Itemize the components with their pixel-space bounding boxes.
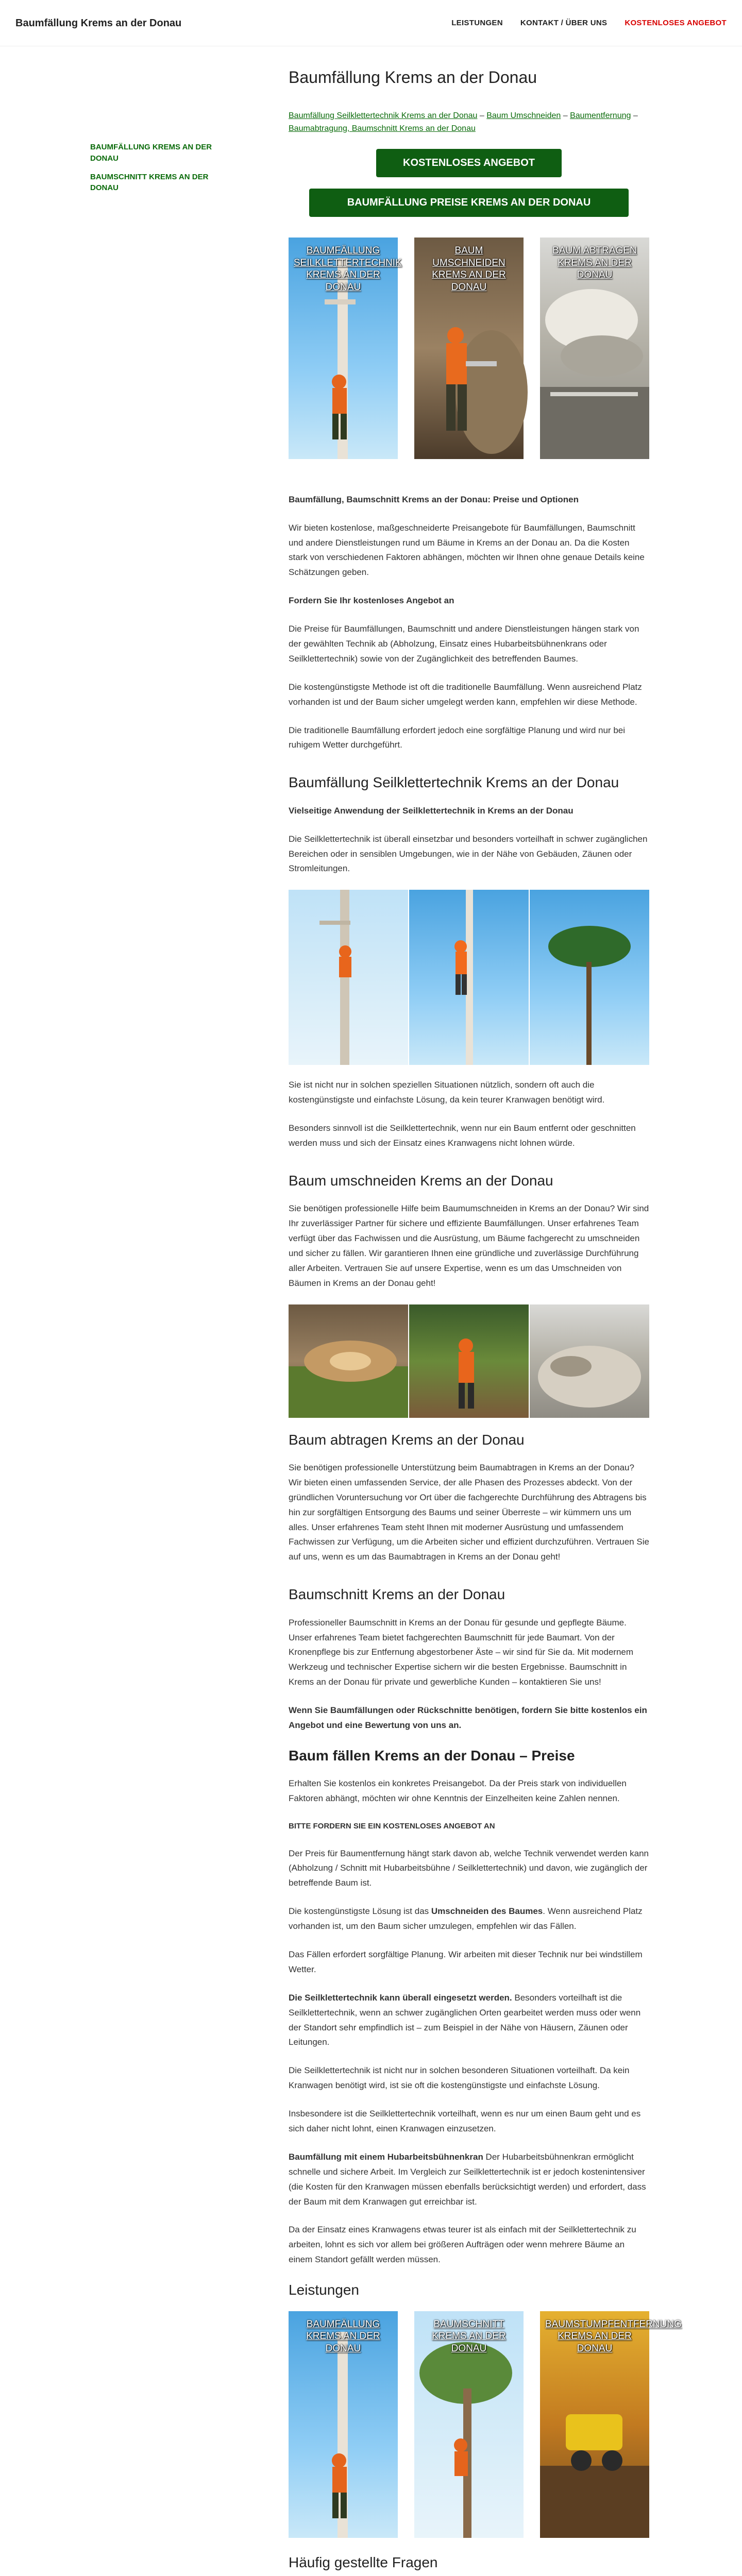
section-paragraph: Sie benötigen professionelle Unterstützung beim Baumabtragen in Krems an der Donau? Wir bieten einen umfassenden Service, der alle Phasen des Prozesses abdeckt. Von der gründlichen Voruntersuchung vor Ort über die fachgerechte Durchführung des Abtragens bis hin zur sorgfältigen Entsorgung des Baums und seiner Überreste – wir kümmern uns um alles. Unser erfahrenes Team steht Ihnen mit moderner Ausrüstung und umfassendem Fachwissen zur Verfügung, um die Arbeiten sicher und effizient durchzuführen. Vertrauen Sie auf uns, wenn es um das Baumabtragen in Krems an der Donau geht!: [289, 1463, 649, 1562]
section-paragraph: Erhalten Sie kostenlos ein konkretes Preisangebot. Da der Preis stark von individuellen Faktoren abhängt, möchten wir ohne Kenntnis der Einzelheiten keine Zahlen nennen.: [289, 1778, 627, 1804]
service-caption: BAUMFÄLLUNG KREMS AN DER DONAU: [306, 2318, 380, 2354]
site-title[interactable]: Baumfällung Krems an der Donau: [15, 17, 182, 29]
section-paragraph: Besonders sinnvoll ist die Seilklettertechnik, wenn nur ein Baum entfernt oder geschnitten werden muss und sich der Einsatz eines Kranwagens nicht lohnen würde.: [289, 1123, 636, 1148]
section-paragraph: Professioneller Baumschnitt in Krems an der Donau für gesunde und gepflegte Bäume. Unser erfahrenes Team bietet fachgerechten Baumschnitt für jede Baumart. Von der Kronenpflege bis zur Entfernung abgestorbener Äste – wir sind für Sie da. Mit modernem Werkzeug und technischer Expertise sichern wir die besten Ergebnisse. Baumschnitt in Krems an der Donau für private und gewerbliche Kunden – kontaktieren Sie uns!: [289, 1617, 634, 1687]
section-title-preise: Baum fällen Krems an der Donau – Preise: [289, 1747, 575, 1764]
nav-kontakt[interactable]: KONTAKT / ÜBER UNS: [520, 18, 608, 27]
section-title-seilklettertechnik: Baumfällung Seilklettertechnik Krems an der Donau: [289, 774, 619, 791]
sidebar-item-baumfaellung[interactable]: BAUMFÄLLUNG KREMS AN DER DONAU: [90, 143, 212, 163]
tree-top-image: [530, 890, 649, 1065]
sidebar-item-baumschnitt[interactable]: BAUMSCHNITT KREMS AN DER DONAU: [90, 172, 209, 193]
tree-climber-image: [289, 890, 408, 1065]
site-header: [0, 0, 742, 46]
offer-button[interactable]: KOSTENLOSES ANGEBOT: [376, 149, 562, 177]
section-paragraph: Die Seilklettertechnik ist nicht nur in solchen besonderen Situationen vorteilhaft. Da kein Kranwagen benötigt wird, ist sie oft die kostengünstigste und einfachste Lösung.: [289, 2065, 630, 2091]
text-emphasis: Umschneiden des Baumes: [431, 1906, 543, 1917]
chipped-wood-image: [530, 1304, 649, 1418]
service-caption: BAUMSTUMPFENTFERNUNG KREMS AN DER DONAU: [545, 2318, 682, 2354]
section-title-baumschnitt: Baumschnitt Krems an der Donau: [289, 1586, 505, 1603]
service-card-baumschnitt[interactable]: [414, 2311, 524, 2538]
section-callout: Wenn Sie Baumfällungen oder Rückschnitte benötigen, fordern Sie bitte kostenlos ein Angebot und eine Bewertung von uns an.: [289, 1705, 647, 1730]
breadcrumb-link-baumentfernung[interactable]: Baumentfernung: [570, 111, 631, 120]
text-part: Besonders vorteilhaft ist die Seilklettertechnik, wenn an schwer zugänglichen Orten gearbeitet werden muss oder wenn der Standort sehr empfindlich ist – zum Beispiel in der Nähe von Häusern, Zäunen oder Leitungen.: [289, 1992, 641, 2047]
main-content: [289, 67, 682, 2576]
text-part: . Wenn ausreichend Platz vorhanden ist, um den Baum sicher umzulegen, empfehlen wir das Fällen.: [289, 1906, 643, 1931]
section-title-faq: Häufig gestellte Fragen: [289, 2554, 438, 2570]
service-card-baumstumpfentfernung[interactable]: [540, 2311, 682, 2538]
main-nav: [451, 17, 727, 29]
gallery-top: [289, 238, 649, 459]
section-paragraph: Sie ist nicht nur in solchen speziellen Situationen nützlich, sondern oft auch die kostengünstigste und einfachste Lösung, da kein teurer Kranwagen benötigt wird.: [289, 1080, 605, 1105]
text-part: Die kostengünstigste Lösung ist das: [289, 1906, 431, 1917]
service-card-baumfaellung[interactable]: [289, 2311, 398, 2538]
section-title-umschneiden: Baum umschneiden Krems an der Donau: [289, 1172, 553, 1189]
intro-paragraph: Wir bieten kostenlose, maßgeschneiderte Preisangebote für Baumfällungen, Baumschnitt und andere Dienstleistungen rund um Bäume in Krems an der Donau an. Da die Kosten stark von verschiedenen Faktoren abhängen, möchten wir Ihnen ohne genaue Details keine Schätzungen geben.: [289, 522, 645, 578]
section-paragraph: [289, 2150, 649, 2210]
gallery-card-umschneiden[interactable]: [414, 238, 524, 459]
section-paragraph: Der Preis für Baumentfernung hängt stark davon ab, welche Technik verwendet werden kann (Abholzung / Schnitt mit Hubarbeitsbühne / Seilklettertechnik) und davon, wie zugänglich der betreffende Baum ist.: [289, 1848, 649, 1888]
breadcrumb-sep: –: [631, 111, 638, 120]
intro-paragraph: Die traditionelle Baumfällung erfordert jedoch eine sorgfältige Planung und wird nur bei ruhigem Wetter durchgeführt.: [289, 725, 626, 750]
gallery-card-abtragen[interactable]: [540, 238, 649, 459]
section-title-leistungen: Leistungen: [289, 2282, 360, 2298]
breadcrumb-link-umschneiden[interactable]: Baum Umschneiden: [486, 111, 561, 120]
text-emphasis: Baumfällung mit einem Hubarbeitsbühnenkran: [289, 2151, 483, 2162]
gallery-card-seilklettertechnik[interactable]: [289, 238, 402, 459]
page-title: Baumfällung Krems an der Donau: [289, 68, 537, 87]
section-paragraph: Da der Einsatz eines Kranwagens etwas teurer ist als einfach mit der Seilklettertechnik zu arbeiten, lohnt es sich vor allem bei größeren Aufträgen oder wenn mehrere Bäume an einem Standort gefällt werden müssen.: [289, 2225, 636, 2265]
page-wrap: [0, 46, 742, 2576]
text-part: Der Hubarbeitsbühnenkran ermöglicht schnelle und sichere Arbeit. Im Vergleich zur Seilklettertechnik ist er jedoch kostenintensiver (die Kosten für den Kranwagen müssen ebenfalls berücksichtigt werden) und erfordert, dass der Baum mit dem Kranwagen gut erreichbar ist.: [289, 2151, 646, 2207]
prices-button[interactable]: BAUMFÄLLUNG PREISE KREMS AN DER DONAU: [309, 189, 629, 217]
section-title-abtragen: Baum abtragen Krems an der Donau: [289, 1431, 525, 1448]
gallery-caption: BAUMFÄLLUNG SEILKLETTERTECHNIK KREMS AN DER DONAU: [294, 245, 402, 293]
nav-leistungen[interactable]: LEISTUNGEN: [451, 18, 503, 27]
intro-paragraph: Die kostengünstigste Methode ist oft die traditionelle Baumfällung. Wenn ausreichend Platz vorhanden ist und der Baum sicher umgelegt werden kann, empfehlen wir diese Methode.: [289, 682, 642, 707]
intro-heading-offer: Fordern Sie Ihr kostenloses Angebot an: [289, 596, 454, 606]
sidebar: [90, 67, 224, 2576]
section-paragraph: Das Fällen erfordert sorgfältige Planung. Wir arbeiten mit dieser Technik nur bei windstillem Wetter.: [289, 1949, 643, 1974]
nav-kostenloses-angebot[interactable]: KOSTENLOSES ANGEBOT: [625, 18, 727, 27]
service-caption: BAUMSCHNITT KREMS AN DER DONAU: [432, 2318, 506, 2354]
image-row-felling: [289, 1304, 649, 1418]
intro-heading: Baumfällung, Baumschnitt Krems an der Donau: Preise und Optionen: [289, 494, 579, 504]
breadcrumb: [289, 109, 649, 135]
breadcrumb-sep: –: [561, 111, 570, 120]
section-subtitle: Vielseitige Anwendung der Seilklettertechnik in Krems an der Donau: [289, 805, 574, 816]
gallery-services: [289, 2311, 682, 2538]
breadcrumb-sep: –: [477, 111, 487, 120]
log-cutting-image: [289, 1304, 408, 1418]
breadcrumb-link-baumabtragung[interactable]: Baumabtragung, Baumschnitt Krems an der Donau: [289, 124, 476, 133]
gallery-caption: BAUM UMSCHNEIDEN KREMS AN DER DONAU: [432, 245, 506, 293]
breadcrumb-link-seilklettertechnik[interactable]: Baumfällung Seilklettertechnik Krems an der Donau: [289, 111, 478, 120]
section-paragraph: Die Seilklettertechnik ist überall einsetzbar und besonders vorteilhaft in schwer zugänglichen Bereichen oder in sensiblen Umgebungen, wie in der Nähe von Gebäuden, Zäunen oder Stromleitungen.: [289, 834, 648, 874]
section-caps: BITTE FORDERN SIE EIN KOSTENLOSES ANGEBOT AN: [289, 1822, 495, 1831]
tree-climber-sky-image: [409, 890, 529, 1065]
gallery-caption: BAUM ABTRAGEN KREMS AN DER DONAU: [552, 245, 637, 281]
image-row-climbing: [289, 890, 649, 1065]
section-paragraph: Insbesondere ist die Seilklettertechnik vorteilhaft, wenn es nur um einen Baum geht und es sich daher nicht lohnt, einen Kranwagen einzusetzen.: [289, 2109, 641, 2133]
intro-paragraph: Die Preise für Baumfällungen, Baumschnitt und andere Dienstleistungen hängen stark von der gewählten Technik ab (Abholzung, Einsatz eines Hubarbeitsbühnenkrans oder Seilklettertechnik) sowie von der Zugänglichkeit des betreffenden Baumes.: [289, 624, 639, 664]
text-emphasis: Die Seilklettertechnik kann überall eingesetzt werden.: [289, 1992, 512, 2003]
section-paragraph: Sie benötigen professionelle Hilfe beim Baumumschneiden in Krems an der Donau? Wir sind Ihr zuverlässiger Partner für sichere und effiziente Baumfällungen. Unser erfahrenes Team verfügt über das Fachwissen und die Ausrüstung, um Bäume fachgerecht zu umschneiden und sicher zu fällen. Wir garantieren Ihnen eine gründliche und zuverlässige Durchführung aller Arbeiten. Vertrauen Sie auf unsere Expertise, wenn es um das Umschneiden von Bäumen in Krems an der Donau geht!: [289, 1204, 649, 1288]
forest-worker-image: [409, 1304, 529, 1418]
section-paragraph: [289, 1904, 649, 1934]
section-paragraph: [289, 1991, 649, 2050]
